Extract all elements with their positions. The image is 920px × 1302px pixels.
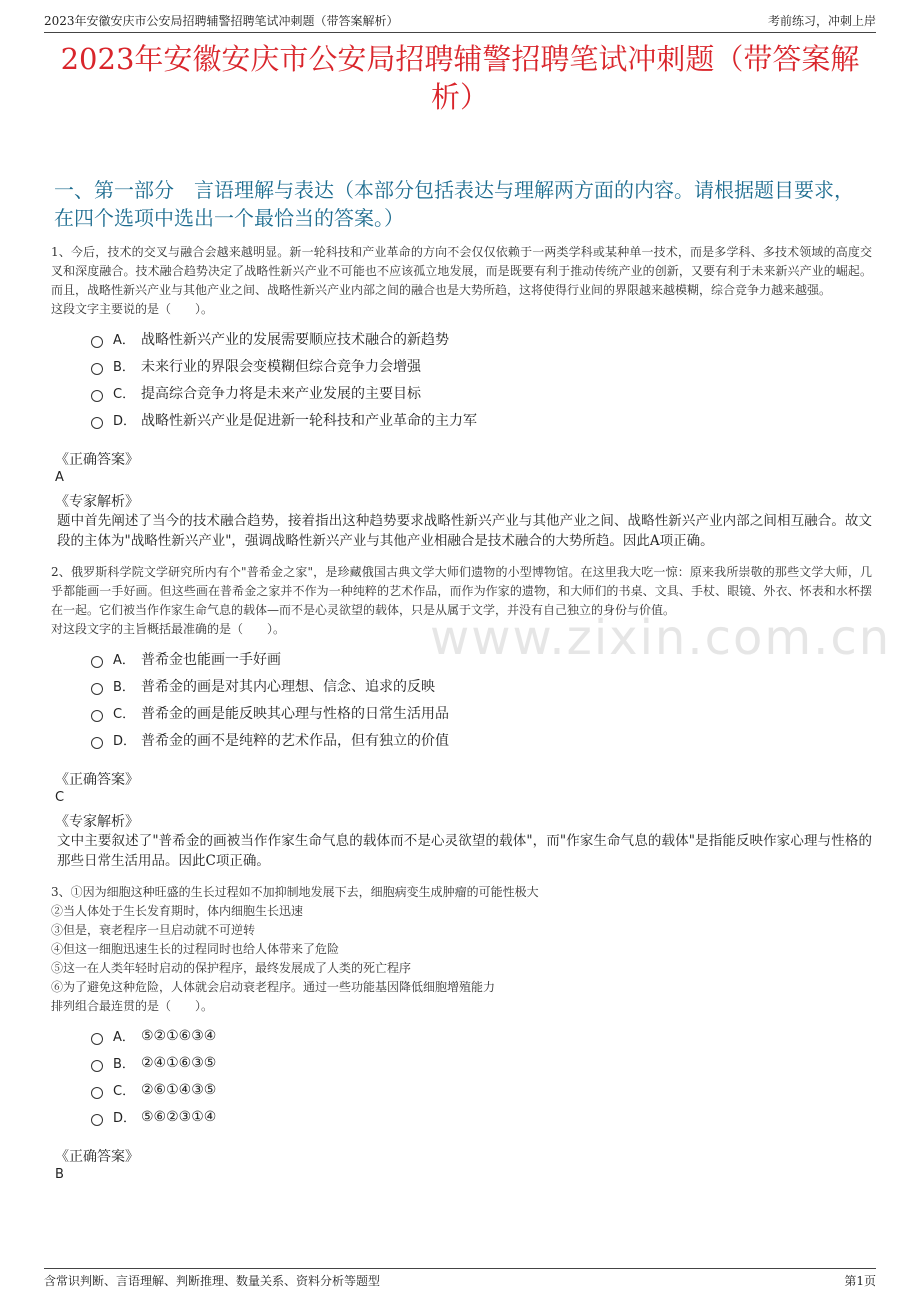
page-footer: [44, 1268, 876, 1291]
page-number: 第1页: [844, 1274, 876, 1288]
option-d[interactable]: D． 普希金的画不是纯粹的艺术作品，但有独立的价值: [91, 726, 872, 753]
question-stem-line: ③但是，衰老程序一旦启动就不可逆转: [51, 923, 256, 937]
explanation-text: 文中主要叙述了"普希金的画被当作作家生命气息的载体而不是心灵欲望的载体"，而"作家生命气息的载体"是指能反映作家心理与性格的那些日常生活用品。因此C项正确。: [57, 833, 872, 869]
radio-icon[interactable]: [91, 390, 103, 402]
radio-icon[interactable]: [91, 363, 103, 375]
option-b[interactable]: B． ②④①⑥③⑤: [91, 1049, 872, 1076]
answer-label: 《正确答案》: [55, 452, 139, 468]
option-list: [91, 1022, 872, 1130]
question-prompt: 对这段文字的主旨概括最准确的是（ ）。: [51, 622, 286, 636]
option-text: 未来行业的界限会变模糊但综合竞争力会增强: [141, 358, 421, 375]
answer-label: 《正确答案》: [55, 772, 139, 788]
option-text: 普希金的画是能反映其心理与性格的日常生活用品: [141, 705, 449, 722]
radio-icon[interactable]: [91, 710, 103, 722]
option-text: 战略性新兴产业的发展需要顺应技术融合的新趋势: [141, 331, 449, 348]
option-text: 普希金的画是对其内心理想、信念、追求的反映: [141, 678, 435, 695]
option-list: [91, 325, 872, 433]
answer-value: A: [55, 470, 64, 485]
answer-label: 《正确答案》: [55, 1149, 139, 1165]
option-text: 提高综合竞争力将是未来产业发展的主要目标: [141, 385, 421, 402]
header-slogan: 考前练习，冲刺上岸: [767, 14, 876, 28]
header-doc-title: 2023年安徽安庆市公安局招聘辅警招聘笔试冲刺题（带答案解析）: [44, 14, 399, 28]
question-stem-line: ⑥为了避免这种危险，人体就会启动衰老程序。通过一些功能基因降低细胞增殖能力: [51, 980, 496, 994]
question-stem-line: ⑤这一在人类年轻时启动的保护程序，最终发展成了人类的死亡程序: [51, 961, 412, 975]
radio-icon[interactable]: [91, 336, 103, 348]
option-a[interactable]: A． ⑤②①⑥③④: [91, 1022, 872, 1049]
question-stem: 2、俄罗斯科学院文学研究所内有个"普希金之家"，是珍藏俄国古典文学大师们遗物的小型博物馆。在这里我大吃一惊：原来我所崇敬的那些文学大师，几乎都能画一手好画。但这些画在普希金之家并不作为一种纯粹的艺术作品，而作为作家的遗物，和大师们的书桌、文具、手杖、眼镜、外衣、怀表和水杯摆在一起。它们被当作作家生命气息的载体—而不是心灵欲望的载体，只是从属于文学，并没有自己独立的身份与价值。: [51, 565, 872, 617]
option-text: ⑤⑥②③①④: [141, 1108, 217, 1125]
question-prompt: 排列组合最连贯的是（ ）。: [51, 999, 214, 1013]
option-text: 战略性新兴产业是促进新一轮科技和产业革命的主力军: [141, 412, 477, 429]
page-title: 2023年安徽安庆市公安局招聘辅警招聘笔试冲刺题（带答案解析）: [60, 42, 860, 114]
option-a[interactable]: A． 战略性新兴产业的发展需要顺应技术融合的新趋势: [91, 325, 872, 352]
radio-icon[interactable]: [91, 737, 103, 749]
radio-icon[interactable]: [91, 1087, 103, 1099]
option-a[interactable]: A． 普希金也能画一手好画: [91, 645, 872, 672]
question-stem-line: 3、①因为细胞这种旺盛的生长过程如不加抑制地发展下去，细胞病变生成肿瘤的可能性极大: [51, 885, 539, 899]
option-d[interactable]: D． ⑤⑥②③①④: [91, 1103, 872, 1130]
radio-icon[interactable]: [91, 1060, 103, 1072]
question-3: [51, 883, 872, 1184]
answer-value: C: [55, 790, 65, 805]
question-prompt: 这段文字主要说的是（ ）。: [51, 302, 214, 316]
option-c[interactable]: C． 提高综合竞争力将是未来产业发展的主要目标: [91, 379, 872, 406]
footer-description: 含常识判断、言语理解、判断推理、数量关系、资料分析等题型: [44, 1274, 381, 1288]
page-header: [44, 10, 876, 33]
watermark: www.zixin.com.cn: [430, 610, 892, 666]
question-list: [51, 243, 872, 1196]
question-stem: 1、今后，技术的交叉与融合会越来越明显。新一轮科技和产业革命的方向不会仅仅依赖于一两类学科或某种单一技术，而是多学科、多技术领域的高度交叉和深度融合。技术融合趋势决定了战略性新兴产业不可能也不应该孤立地发展，而是既要有利于推动传统产业的创新，又要有利于未来新兴产业的崛起。而且，战略性新兴产业与其他产业之间、战略性新兴产业内部之间的融合也是大势所趋，这将使得行业间的界限越来越模糊，综合竞争力越来越强。: [51, 245, 872, 297]
radio-icon[interactable]: [91, 417, 103, 429]
radio-icon[interactable]: [91, 1033, 103, 1045]
section-heading: 一、第一部分 言语理解与表达（本部分包括表达与理解两方面的内容。请根据题目要求，在四个选项中选出一个最恰当的答案。）: [54, 178, 854, 230]
option-d[interactable]: D． 战略性新兴产业是促进新一轮科技和产业革命的主力军: [91, 406, 872, 433]
radio-icon[interactable]: [91, 656, 103, 668]
question-stem-line: ②当人体处于生长发育期时，体内细胞生长迅速: [51, 904, 304, 918]
option-text: 普希金也能画一手好画: [141, 651, 281, 668]
option-c[interactable]: C． 普希金的画是能反映其心理与性格的日常生活用品: [91, 699, 872, 726]
option-list: [91, 645, 872, 753]
option-c[interactable]: C． ②⑥①④③⑤: [91, 1076, 872, 1103]
option-text: 普希金的画不是纯粹的艺术作品，但有独立的价值: [141, 732, 449, 749]
explanation-text: 题中首先阐述了当今的技术融合趋势，接着指出这种趋势要求战略性新兴产业与其他产业之间、战略性新兴产业内部之间相互融合。故文段的主体为"战略性新兴产业"，强调战略性新兴产业与其他产业相融合是技术融合的大势所趋。因此A项正确。: [57, 513, 872, 549]
option-text: ⑤②①⑥③④: [141, 1027, 217, 1044]
explanation-label: 《专家解析》: [55, 494, 139, 510]
option-text: ②④①⑥③⑤: [141, 1054, 217, 1071]
answer-value: B: [55, 1167, 64, 1182]
radio-icon[interactable]: [91, 683, 103, 695]
option-b[interactable]: B． 未来行业的界限会变模糊但综合竞争力会增强: [91, 352, 872, 379]
question-1: [51, 243, 872, 551]
option-b[interactable]: B． 普希金的画是对其内心理想、信念、追求的反映: [91, 672, 872, 699]
question-stem-line: ④但这一细胞迅速生长的过程同时也给人体带来了危险: [51, 942, 340, 956]
option-text: ②⑥①④③⑤: [141, 1081, 217, 1098]
explanation-label: 《专家解析》: [55, 814, 139, 830]
question-2: [51, 563, 872, 871]
radio-icon[interactable]: [91, 1114, 103, 1126]
